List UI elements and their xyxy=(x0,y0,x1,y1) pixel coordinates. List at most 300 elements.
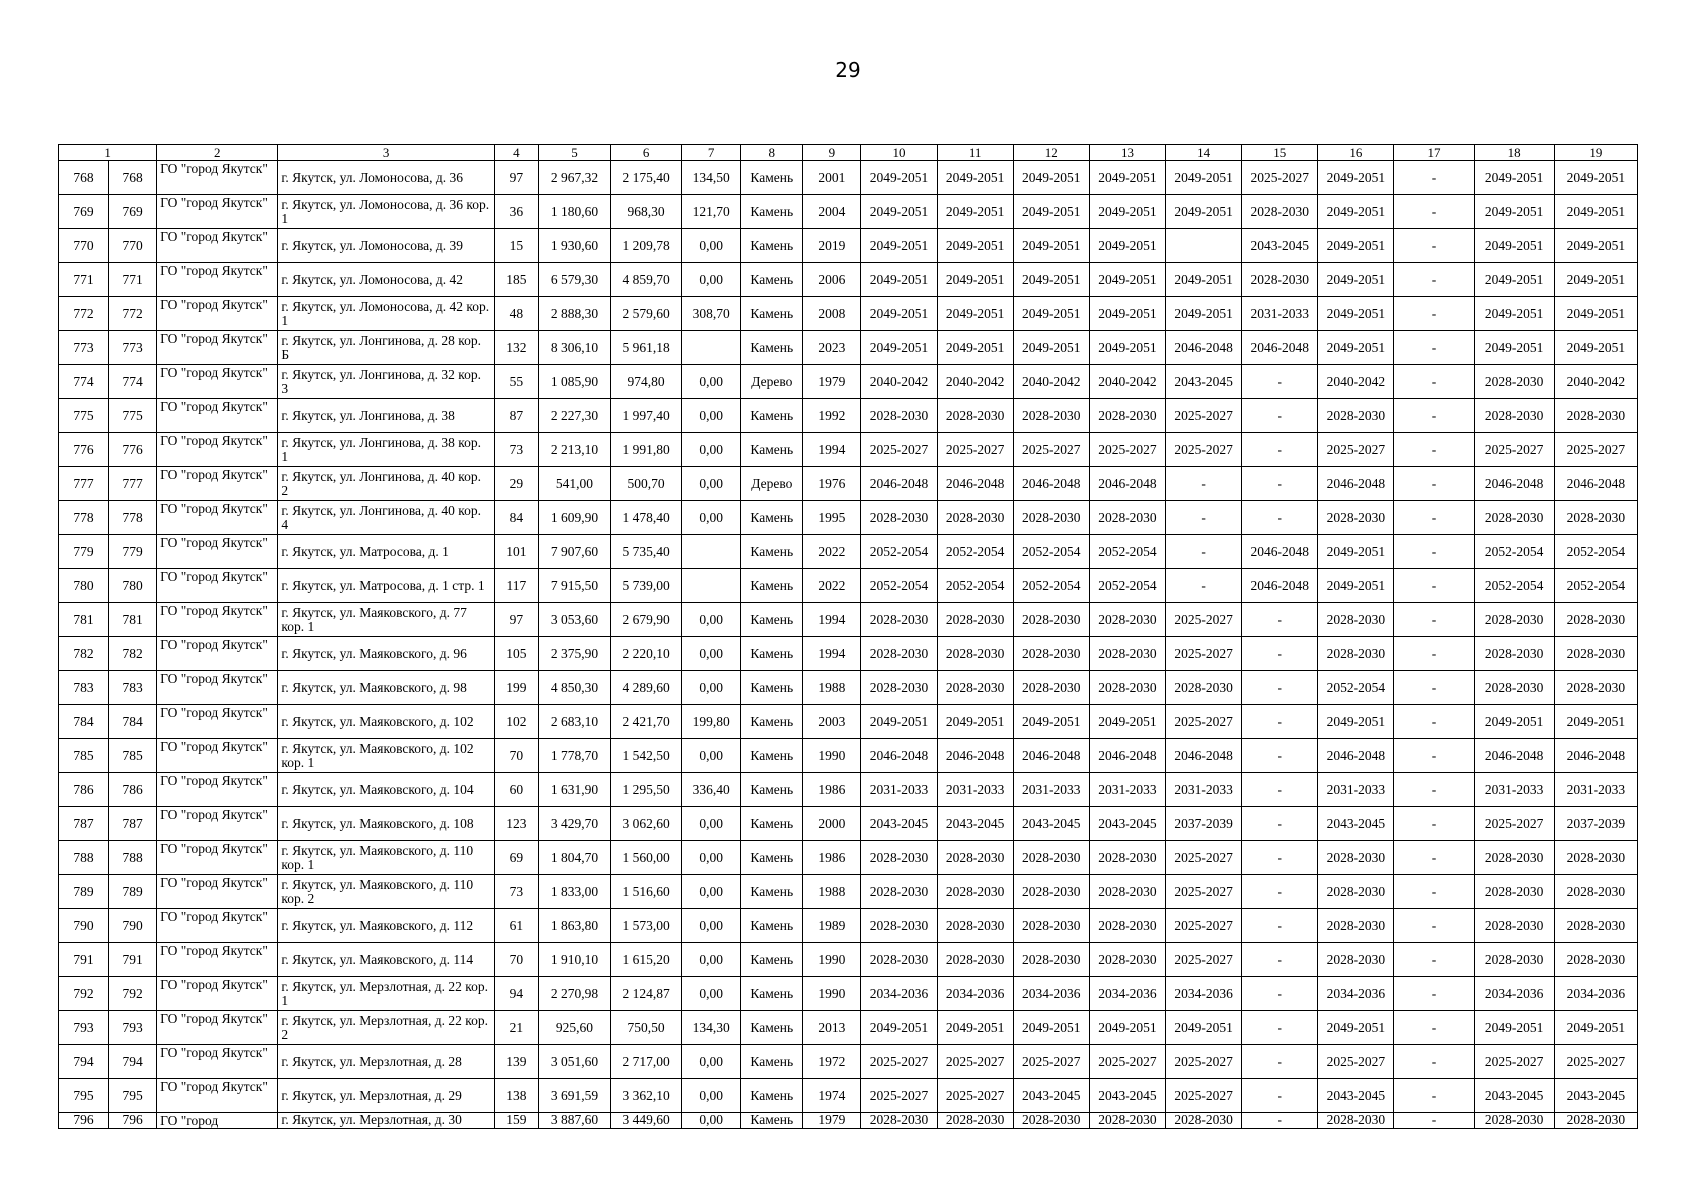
period-cell: 2028-2030 xyxy=(1013,399,1089,433)
record-number: 787 xyxy=(109,807,157,841)
total-area-cell: 3 691,59 xyxy=(538,1079,610,1113)
table-row xyxy=(59,569,1638,603)
period-cell: - xyxy=(1394,943,1474,977)
address-cell: г. Якутск, ул. Маяковского, д. 102 кор. 1 xyxy=(278,739,494,773)
owner-cell: ГО "город Якутск" xyxy=(157,263,278,297)
period-cell: 2025-2027 xyxy=(1089,1045,1165,1079)
residents-cell: 55 xyxy=(494,365,538,399)
owner-cell: ГО "город Якутск" xyxy=(157,331,278,365)
record-number: 786 xyxy=(109,773,157,807)
wall-material-cell: Камень xyxy=(741,603,803,637)
residents-cell: 199 xyxy=(494,671,538,705)
period-cell: 2052-2054 xyxy=(937,535,1013,569)
period-cell: - xyxy=(1242,909,1318,943)
period-cell: 2052-2054 xyxy=(1318,671,1394,705)
period-cell: 2052-2054 xyxy=(1554,569,1637,603)
period-cell: 2046-2048 xyxy=(1242,535,1318,569)
nonresidential-area-cell: 0,00 xyxy=(682,1079,741,1113)
owner-cell: ГО "город Якутск" xyxy=(157,229,278,263)
column-header: 17 xyxy=(1394,145,1474,161)
owner-cell: ГО "город Якутск" xyxy=(157,161,278,195)
nonresidential-area-cell: 0,00 xyxy=(682,909,741,943)
year-built-cell: 2019 xyxy=(803,229,861,263)
address-cell: г. Якутск, ул. Лонгинова, д. 28 кор. Б xyxy=(278,331,494,365)
address-cell: г. Якутск, ул. Ломоносова, д. 36 кор. 1 xyxy=(278,195,494,229)
record-number: 771 xyxy=(109,263,157,297)
period-cell: 2028-2030 xyxy=(1474,501,1554,535)
living-area-cell: 3 362,10 xyxy=(611,1079,682,1113)
living-area-cell: 500,70 xyxy=(611,467,682,501)
period-cell: 2049-2051 xyxy=(1474,1011,1554,1045)
nonresidential-area-cell: 121,70 xyxy=(682,195,741,229)
table-row xyxy=(59,1079,1638,1113)
total-area-cell: 7 915,50 xyxy=(538,569,610,603)
period-cell: 2049-2051 xyxy=(861,705,937,739)
period-cell: 2031-2033 xyxy=(1089,773,1165,807)
nonresidential-area-cell: 0,00 xyxy=(682,637,741,671)
period-cell: 2028-2030 xyxy=(937,909,1013,943)
nonresidential-area-cell: 0,00 xyxy=(682,841,741,875)
address-cell: г. Якутск, ул. Мерзлотная, д. 30 xyxy=(278,1113,494,1129)
row-number: 783 xyxy=(59,671,109,705)
period-cell: 2028-2030 xyxy=(937,943,1013,977)
period-cell: - xyxy=(1394,875,1474,909)
owner-cell: ГО "город Якутск" xyxy=(157,1011,278,1045)
record-number: 774 xyxy=(109,365,157,399)
period-cell: 2028-2030 xyxy=(1318,875,1394,909)
period-cell: - xyxy=(1394,569,1474,603)
period-cell: 2049-2051 xyxy=(1554,1011,1637,1045)
year-built-cell: 1992 xyxy=(803,399,861,433)
wall-material-cell: Камень xyxy=(741,773,803,807)
period-cell: 2049-2051 xyxy=(1554,161,1637,195)
period-cell: 2028-2030 xyxy=(1166,1113,1242,1129)
period-cell: 2049-2051 xyxy=(861,263,937,297)
residents-cell: 21 xyxy=(494,1011,538,1045)
period-cell: 2049-2051 xyxy=(1089,705,1165,739)
period-cell: - xyxy=(1166,535,1242,569)
period-cell: 2028-2030 xyxy=(1089,943,1165,977)
period-cell: 2025-2027 xyxy=(937,433,1013,467)
period-cell: 2028-2030 xyxy=(937,501,1013,535)
residents-cell: 101 xyxy=(494,535,538,569)
row-number: 785 xyxy=(59,739,109,773)
owner-cell: ГО "город Якутск" xyxy=(157,841,278,875)
period-cell: 2049-2051 xyxy=(861,1011,937,1045)
period-cell: 2025-2027 xyxy=(1318,1045,1394,1079)
living-area-cell: 2 579,60 xyxy=(611,297,682,331)
year-built-cell: 1986 xyxy=(803,773,861,807)
period-cell: 2025-2027 xyxy=(861,1079,937,1113)
residents-cell: 117 xyxy=(494,569,538,603)
year-built-cell: 2023 xyxy=(803,331,861,365)
living-area-cell: 1 209,78 xyxy=(611,229,682,263)
row-number: 789 xyxy=(59,875,109,909)
year-built-cell: 2022 xyxy=(803,535,861,569)
period-cell: 2031-2033 xyxy=(937,773,1013,807)
period-cell: 2046-2048 xyxy=(1318,739,1394,773)
column-header: 4 xyxy=(494,145,538,161)
period-cell: 2043-2045 xyxy=(861,807,937,841)
total-area-cell: 1 863,80 xyxy=(538,909,610,943)
living-area-cell: 5 961,18 xyxy=(611,331,682,365)
record-number: 781 xyxy=(109,603,157,637)
row-number: 787 xyxy=(59,807,109,841)
period-cell: 2028-2030 xyxy=(1474,671,1554,705)
period-cell: 2049-2051 xyxy=(1166,297,1242,331)
living-area-cell: 974,80 xyxy=(611,365,682,399)
year-built-cell: 1995 xyxy=(803,501,861,535)
nonresidential-area-cell: 0,00 xyxy=(682,603,741,637)
year-built-cell: 1986 xyxy=(803,841,861,875)
period-cell: - xyxy=(1394,977,1474,1011)
period-cell: 2028-2030 xyxy=(1554,943,1637,977)
nonresidential-area-cell: 0,00 xyxy=(682,433,741,467)
period-cell: 2049-2051 xyxy=(1318,1011,1394,1045)
period-cell: 2049-2051 xyxy=(937,297,1013,331)
period-cell: - xyxy=(1242,399,1318,433)
row-number: 770 xyxy=(59,229,109,263)
wall-material-cell: Камень xyxy=(741,807,803,841)
row-number: 775 xyxy=(59,399,109,433)
period-cell: 2028-2030 xyxy=(1089,1113,1165,1129)
period-cell: 2043-2045 xyxy=(937,807,1013,841)
period-cell: 2052-2054 xyxy=(1013,569,1089,603)
wall-material-cell: Камень xyxy=(741,909,803,943)
residents-cell: 185 xyxy=(494,263,538,297)
wall-material-cell: Камень xyxy=(741,875,803,909)
total-area-cell: 1 804,70 xyxy=(538,841,610,875)
year-built-cell: 1972 xyxy=(803,1045,861,1079)
period-cell: - xyxy=(1394,1045,1474,1079)
wall-material-cell: Камень xyxy=(741,195,803,229)
residents-cell: 132 xyxy=(494,331,538,365)
period-cell: - xyxy=(1242,501,1318,535)
nonresidential-area-cell: 0,00 xyxy=(682,399,741,433)
residents-cell: 159 xyxy=(494,1113,538,1129)
table-row xyxy=(59,297,1638,331)
period-cell: 2028-2030 xyxy=(1474,603,1554,637)
total-area-cell: 2 270,98 xyxy=(538,977,610,1011)
period-cell: 2046-2048 xyxy=(937,467,1013,501)
owner-cell: ГО "город Якутск" xyxy=(157,365,278,399)
period-cell xyxy=(1166,229,1242,263)
year-built-cell: 2022 xyxy=(803,569,861,603)
row-number: 786 xyxy=(59,773,109,807)
address-cell: г. Якутск, ул. Маяковского, д. 77 кор. 1 xyxy=(278,603,494,637)
wall-material-cell: Камень xyxy=(741,671,803,705)
period-cell: 2046-2048 xyxy=(1318,467,1394,501)
period-cell: 2028-2030 xyxy=(1474,875,1554,909)
residents-cell: 36 xyxy=(494,195,538,229)
nonresidential-area-cell: 0,00 xyxy=(682,875,741,909)
record-number: 783 xyxy=(109,671,157,705)
row-number: 778 xyxy=(59,501,109,535)
table-row xyxy=(59,399,1638,433)
total-area-cell: 1 930,60 xyxy=(538,229,610,263)
year-built-cell: 1994 xyxy=(803,603,861,637)
owner-cell: ГО "город Якутск" xyxy=(157,501,278,535)
table-row xyxy=(59,943,1638,977)
column-header: 18 xyxy=(1474,145,1554,161)
address-cell: г. Якутск, ул. Ломоносова, д. 42 кор. 1 xyxy=(278,297,494,331)
period-cell: - xyxy=(1242,637,1318,671)
period-cell: - xyxy=(1242,739,1318,773)
total-area-cell: 2 213,10 xyxy=(538,433,610,467)
total-area-cell: 1 778,70 xyxy=(538,739,610,773)
table-row xyxy=(59,671,1638,705)
period-cell: 2025-2027 xyxy=(1089,433,1165,467)
period-cell: 2028-2030 xyxy=(1089,399,1165,433)
row-number: 773 xyxy=(59,331,109,365)
period-cell: 2046-2048 xyxy=(1242,569,1318,603)
owner-cell: ГО "город Якутск" xyxy=(157,297,278,331)
period-cell: 2046-2048 xyxy=(861,467,937,501)
period-cell: 2052-2054 xyxy=(1013,535,1089,569)
column-header: 5 xyxy=(538,145,610,161)
record-number: 769 xyxy=(109,195,157,229)
table-row xyxy=(59,773,1638,807)
period-cell: 2049-2051 xyxy=(1013,331,1089,365)
wall-material-cell: Камень xyxy=(741,229,803,263)
address-cell: г. Якутск, ул. Маяковского, д. 108 xyxy=(278,807,494,841)
period-cell: 2028-2030 xyxy=(1554,603,1637,637)
total-area-cell: 925,60 xyxy=(538,1011,610,1045)
period-cell: - xyxy=(1394,603,1474,637)
period-cell: 2025-2027 xyxy=(1166,875,1242,909)
residents-cell: 73 xyxy=(494,433,538,467)
period-cell: 2049-2051 xyxy=(861,297,937,331)
owner-cell: ГО "город Якутск" xyxy=(157,977,278,1011)
period-cell: - xyxy=(1242,807,1318,841)
period-cell: 2040-2042 xyxy=(1318,365,1394,399)
period-cell: 2031-2033 xyxy=(861,773,937,807)
year-built-cell: 1990 xyxy=(803,977,861,1011)
period-cell: 2046-2048 xyxy=(1013,739,1089,773)
period-cell: 2025-2027 xyxy=(1166,637,1242,671)
period-cell: 2043-2045 xyxy=(1089,807,1165,841)
column-header: 15 xyxy=(1242,145,1318,161)
period-cell: 2028-2030 xyxy=(861,943,937,977)
period-cell: 2049-2051 xyxy=(1166,263,1242,297)
period-cell: 2052-2054 xyxy=(1474,535,1554,569)
living-area-cell: 1 560,00 xyxy=(611,841,682,875)
living-area-cell: 2 421,70 xyxy=(611,705,682,739)
period-cell: 2049-2051 xyxy=(1013,161,1089,195)
period-cell: 2049-2051 xyxy=(1318,705,1394,739)
period-cell: - xyxy=(1394,195,1474,229)
address-cell: г. Якутск, ул. Маяковского, д. 98 xyxy=(278,671,494,705)
period-cell: 2052-2054 xyxy=(861,535,937,569)
table-row xyxy=(59,1045,1638,1079)
total-area-cell: 2 967,32 xyxy=(538,161,610,195)
period-cell: 2049-2051 xyxy=(861,161,937,195)
total-area-cell: 2 375,90 xyxy=(538,637,610,671)
period-cell: 2028-2030 xyxy=(1318,637,1394,671)
address-cell: г. Якутск, ул. Лонгинова, д. 32 кор. 3 xyxy=(278,365,494,399)
table-row xyxy=(59,875,1638,909)
period-cell: - xyxy=(1394,331,1474,365)
period-cell: 2028-2030 xyxy=(937,841,1013,875)
address-cell: г. Якутск, ул. Матросова, д. 1 стр. 1 xyxy=(278,569,494,603)
table-row xyxy=(59,501,1638,535)
row-number: 769 xyxy=(59,195,109,229)
column-number-row xyxy=(59,145,1638,161)
total-area-cell: 1 833,00 xyxy=(538,875,610,909)
period-cell: 2028-2030 xyxy=(1318,603,1394,637)
total-area-cell: 3 051,60 xyxy=(538,1045,610,1079)
period-cell: 2049-2051 xyxy=(1089,331,1165,365)
period-cell: 2034-2036 xyxy=(937,977,1013,1011)
record-number: 784 xyxy=(109,705,157,739)
column-header: 19 xyxy=(1554,145,1637,161)
address-cell: г. Якутск, ул. Маяковского, д. 96 xyxy=(278,637,494,671)
period-cell: 2028-2030 xyxy=(861,841,937,875)
row-number: 781 xyxy=(59,603,109,637)
period-cell: 2049-2051 xyxy=(1318,569,1394,603)
residents-cell: 73 xyxy=(494,875,538,909)
period-cell: 2049-2051 xyxy=(1013,705,1089,739)
table-row xyxy=(59,433,1638,467)
table-row xyxy=(59,365,1638,399)
row-number: 795 xyxy=(59,1079,109,1113)
address-cell: г. Якутск, ул. Мерзлотная, д. 28 xyxy=(278,1045,494,1079)
period-cell: 2028-2030 xyxy=(1318,841,1394,875)
address-cell: г. Якутск, ул. Мерзлотная, д. 22 кор. 2 xyxy=(278,1011,494,1045)
period-cell: 2028-2030 xyxy=(1554,909,1637,943)
total-area-cell: 3 887,60 xyxy=(538,1113,610,1129)
wall-material-cell: Камень xyxy=(741,535,803,569)
table-row xyxy=(59,637,1638,671)
period-cell: 2049-2051 xyxy=(937,229,1013,263)
year-built-cell: 2006 xyxy=(803,263,861,297)
period-cell: 2028-2030 xyxy=(1554,399,1637,433)
period-cell: 2049-2051 xyxy=(1554,705,1637,739)
period-cell: 2049-2051 xyxy=(937,331,1013,365)
period-cell: - xyxy=(1394,637,1474,671)
residents-cell: 94 xyxy=(494,977,538,1011)
row-number: 776 xyxy=(59,433,109,467)
period-cell: 2031-2033 xyxy=(1474,773,1554,807)
wall-material-cell: Камень xyxy=(741,161,803,195)
period-cell: 2028-2030 xyxy=(1474,909,1554,943)
period-cell: 2043-2045 xyxy=(1474,1079,1554,1113)
period-cell: 2046-2048 xyxy=(1474,467,1554,501)
period-cell: 2028-2030 xyxy=(1474,399,1554,433)
nonresidential-area-cell: 134,30 xyxy=(682,1011,741,1045)
period-cell: 2028-2030 xyxy=(1554,875,1637,909)
wall-material-cell: Камень xyxy=(741,1079,803,1113)
period-cell: - xyxy=(1394,841,1474,875)
wall-material-cell: Камень xyxy=(741,943,803,977)
total-area-cell: 1 910,10 xyxy=(538,943,610,977)
owner-cell: ГО "город Якутск" xyxy=(157,637,278,671)
residents-cell: 69 xyxy=(494,841,538,875)
total-area-cell: 7 907,60 xyxy=(538,535,610,569)
period-cell: 2028-2030 xyxy=(1013,943,1089,977)
period-cell: 2025-2027 xyxy=(1166,705,1242,739)
table-row xyxy=(59,1011,1638,1045)
total-area-cell: 3 429,70 xyxy=(538,807,610,841)
row-number: 794 xyxy=(59,1045,109,1079)
row-number: 772 xyxy=(59,297,109,331)
residents-cell: 138 xyxy=(494,1079,538,1113)
period-cell: 2025-2027 xyxy=(1166,433,1242,467)
period-cell: 2028-2030 xyxy=(1242,263,1318,297)
period-cell: 2046-2048 xyxy=(1089,467,1165,501)
column-header: 2 xyxy=(157,145,278,161)
table-row xyxy=(59,161,1638,195)
period-cell: 2028-2030 xyxy=(1089,671,1165,705)
period-cell: 2028-2030 xyxy=(937,603,1013,637)
living-area-cell: 750,50 xyxy=(611,1011,682,1045)
owner-cell: ГО "город Якутск" xyxy=(157,433,278,467)
living-area-cell: 968,30 xyxy=(611,195,682,229)
period-cell: 2046-2048 xyxy=(861,739,937,773)
period-cell: - xyxy=(1394,807,1474,841)
living-area-cell: 3 062,60 xyxy=(611,807,682,841)
residents-cell: 70 xyxy=(494,943,538,977)
address-cell: г. Якутск, ул. Лонгинова, д. 40 кор. 2 xyxy=(278,467,494,501)
period-cell: 2049-2051 xyxy=(937,1011,1013,1045)
year-built-cell: 1994 xyxy=(803,637,861,671)
period-cell: 2031-2033 xyxy=(1554,773,1637,807)
period-cell: 2034-2036 xyxy=(861,977,937,1011)
table-row xyxy=(59,841,1638,875)
address-cell: г. Якутск, ул. Лонгинова, д. 40 кор. 4 xyxy=(278,501,494,535)
residents-cell: 61 xyxy=(494,909,538,943)
living-area-cell: 1 997,40 xyxy=(611,399,682,433)
period-cell: 2043-2045 xyxy=(1242,229,1318,263)
year-built-cell: 1979 xyxy=(803,365,861,399)
period-cell: 2028-2030 xyxy=(1013,841,1089,875)
period-cell: - xyxy=(1242,773,1318,807)
wall-material-cell: Камень xyxy=(741,1011,803,1045)
row-number: 790 xyxy=(59,909,109,943)
period-cell: 2049-2051 xyxy=(1474,705,1554,739)
period-cell: 2025-2027 xyxy=(1554,1045,1637,1079)
period-cell: 2049-2051 xyxy=(861,229,937,263)
column-header: 6 xyxy=(611,145,682,161)
period-cell: - xyxy=(1394,1011,1474,1045)
wall-material-cell: Камень xyxy=(741,569,803,603)
nonresidential-area-cell: 0,00 xyxy=(682,365,741,399)
period-cell: 2049-2051 xyxy=(861,195,937,229)
period-cell: 2049-2051 xyxy=(1013,195,1089,229)
period-cell: 2046-2048 xyxy=(937,739,1013,773)
period-cell: 2049-2051 xyxy=(1013,1011,1089,1045)
period-cell: - xyxy=(1242,671,1318,705)
wall-material-cell: Камень xyxy=(741,841,803,875)
nonresidential-area-cell: 0,00 xyxy=(682,943,741,977)
period-cell: 2034-2036 xyxy=(1089,977,1165,1011)
owner-cell: ГО "город Якутск" xyxy=(157,535,278,569)
living-area-cell: 1 615,20 xyxy=(611,943,682,977)
period-cell: 2046-2048 xyxy=(1166,739,1242,773)
period-cell: 2049-2051 xyxy=(1554,263,1637,297)
address-cell: г. Якутск, ул. Маяковского, д. 104 xyxy=(278,773,494,807)
period-cell: 2049-2051 xyxy=(1166,161,1242,195)
period-cell: 2049-2051 xyxy=(937,195,1013,229)
period-cell: 2028-2030 xyxy=(937,671,1013,705)
owner-cell: ГО "город Якутск" xyxy=(157,1045,278,1079)
table-row xyxy=(59,909,1638,943)
nonresidential-area-cell: 0,00 xyxy=(682,1045,741,1079)
year-built-cell: 1974 xyxy=(803,1079,861,1113)
period-cell: 2046-2048 xyxy=(1242,331,1318,365)
year-built-cell: 1994 xyxy=(803,433,861,467)
row-number: 796 xyxy=(59,1113,109,1129)
